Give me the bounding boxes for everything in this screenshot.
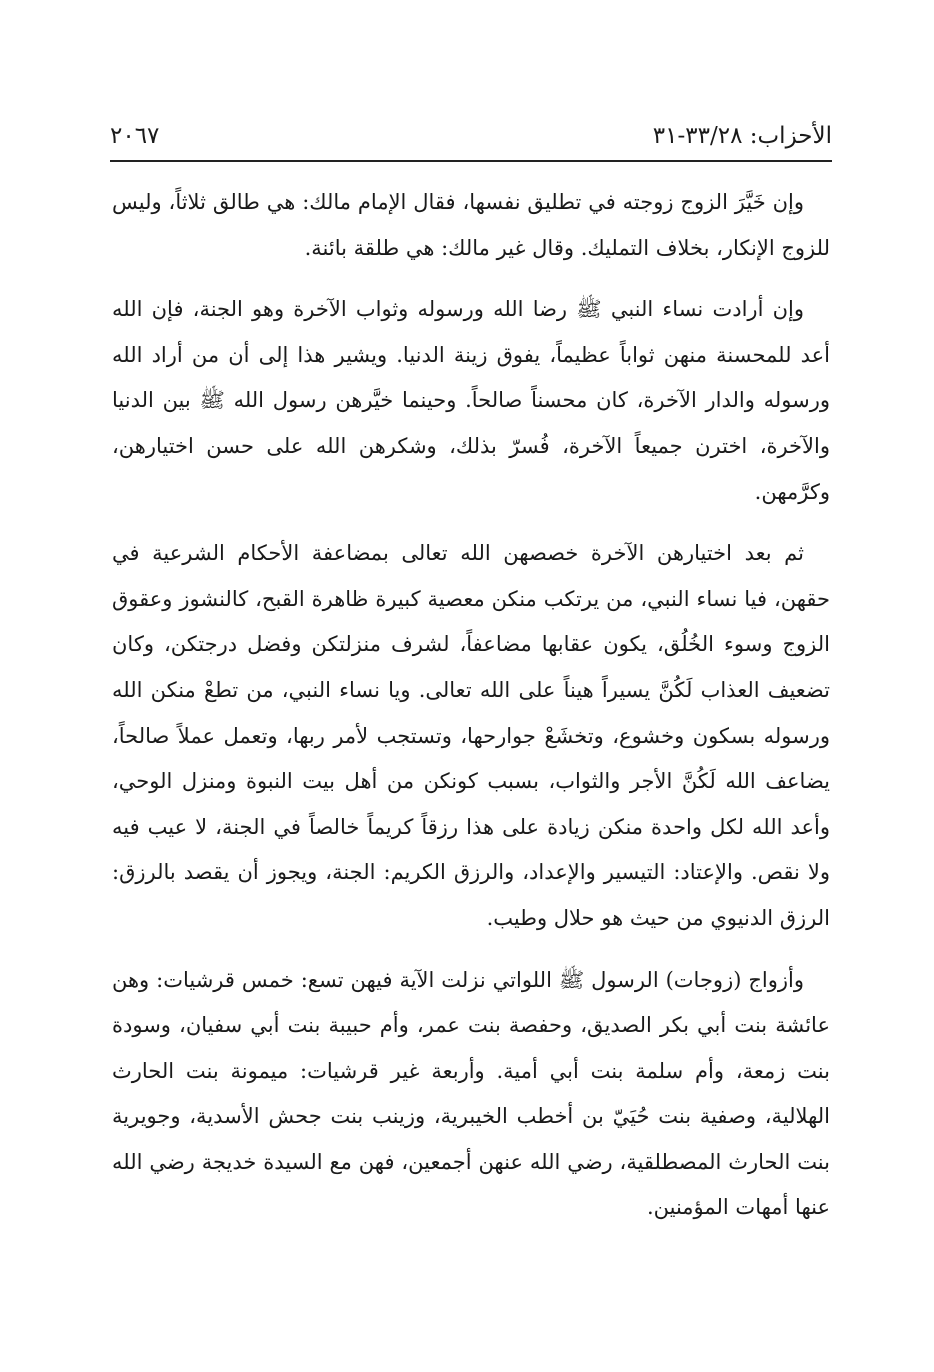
body-text	[112, 180, 830, 1247]
paragraph: وإن أرادت نساء النبي ﷺ رضا الله ورسوله وثواب الآخرة وهو الجنة، فإن الله أعد للمحسنة منهن ثواباً عظيماً، يفوق زينة الدنيا. ويشير هذا إلى أن من أراد الله ورسوله والدار الآخرة، كان محسناً صالحاً. وحينما خيَّرهن رسول الله ﷺ بين الدنيا والآخرة، اخترن جميعاً الآخرة، فُسرّ بذلك، وشكرهن الله على حسن اختيارهن، وكرَّمهن.	[112, 297, 830, 504]
paragraph: وأزواج (زوجات) الرسول ﷺ اللواتي نزلت الآية فيهن تسع: خمس قرشيات: وهن عائشة بنت أبي بكر الصديق، وحفصة بنت عمر، وأم حبيبة بنت أبي سفيان، وسودة بنت زمعة، وأم سلمة بنت أبي أمية. وأربعة غير قرشيات: ميمونة بنت الحارث الهلالية، وصفية بنت حُيَيّ بن أخطب الخيبرية، وزينب بنت جحش الأسدية، وجويرية بنت الحارث المصطلقية، رضي الله عنهن أجمعين، فهن مع السيدة خديجة رضي الله عنها أمهات المؤمنين.	[112, 967, 830, 1220]
paragraph: ثم بعد اختيارهن الآخرة خصصهن الله تعالى بمضاعفة الأحكام الشرعية في حقهن، فيا نساء النبي، من يرتكب منكن معصية كبيرة ظاهرة القبح، كالنشوز وعقوق الزوج وسوء الخُلُق، يكون عقابها مضاعفاً، لشرف منزلتكن وفضل درجتكن، وكان تضعيف العذاب لَكُنَّ يسيراً هيناً على الله تعالى. ويا نساء النبي، من تطعْ منكن الله ورسوله بسكون وخشوع، وتخشَعْ جوارحها، وتستجب لأمر ربها، وتعمل عملاً صالحاً، يضاعف الله لَكُنَّ الأجر والثواب، بسبب كونكن من أهل بيت النبوة ومنزل الوحي، وأعد الله لكل واحدة منكن زيادة على هذا رزقاً كريماً خالصاً في الجنة، لا عيب فيه ولا نقص. والإعتاد: التيسير والإعداد، والرزق الكريم: الجنة، ويجوز أن يقصد بالرزق: الرزق الدنيوي من حيث هو حلال وطيب.	[112, 541, 830, 930]
paragraph: وإن خَيَّرَ الزوج زوجته في تطليق نفسها، فقال الإمام مالك: هي طالق ثلاثاً، وليس للزوج الإنكار، بخلاف التمليك. وقال غير مالك: هي طلقة بائنة.	[112, 190, 830, 260]
running-header	[110, 118, 832, 154]
page-number: ٢٠٦٧	[110, 123, 160, 149]
chapter-reference: الأحزاب: ٣٣/٢٨-٣١	[652, 123, 832, 149]
header-divider	[110, 160, 832, 162]
